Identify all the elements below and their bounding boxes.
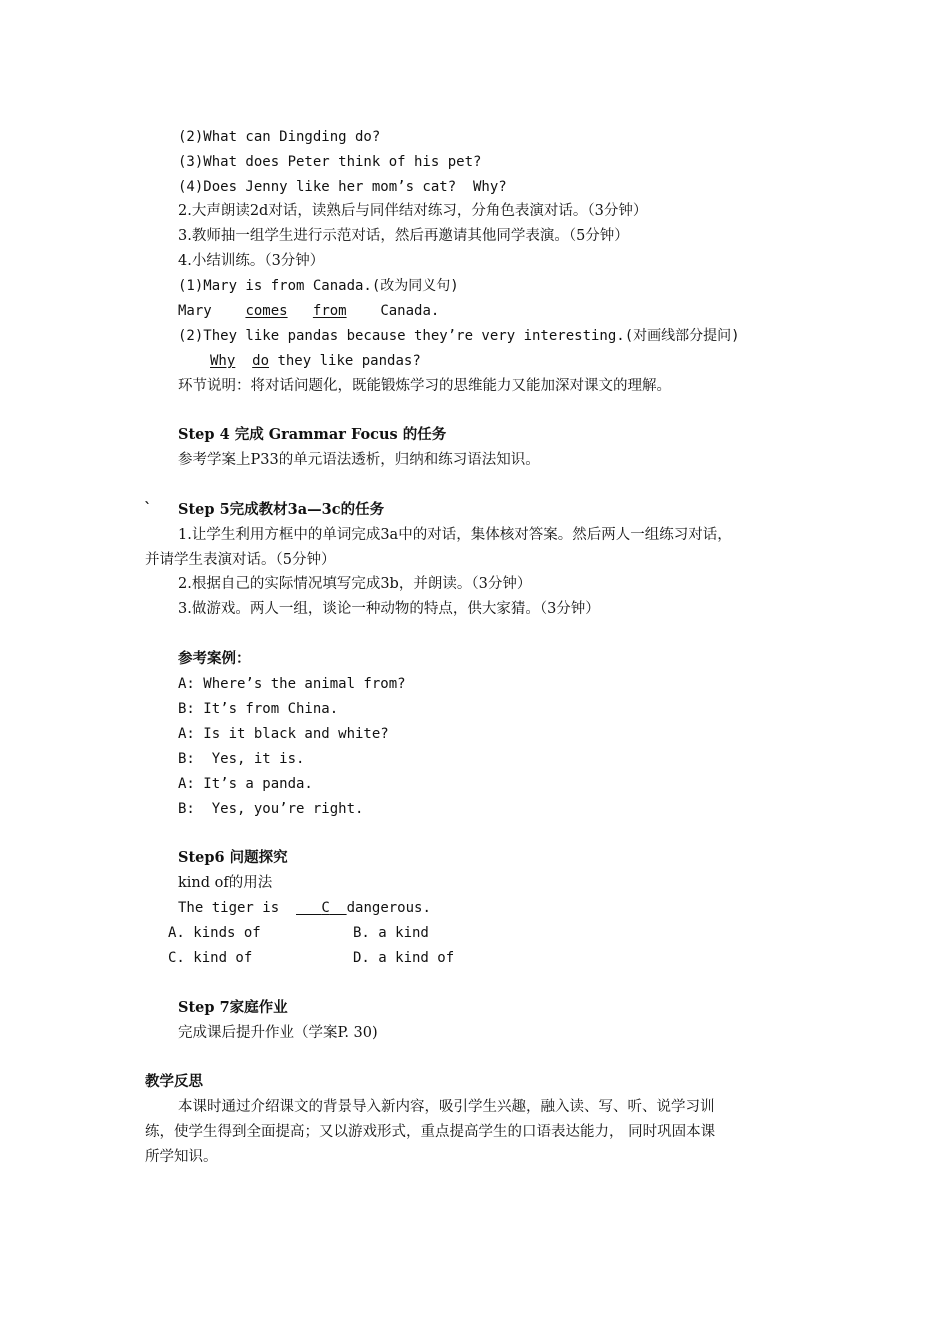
step6-question (178, 898, 431, 918)
option-c: C. kind of (168, 950, 253, 966)
step5-item-3: 3.做游戏。两人一组，谈论一种动物的特点，供大家猜。（3分钟） (178, 601, 600, 617)
step6-heading: Step6 问题探究 (178, 849, 288, 866)
exercise-1-answer (178, 301, 439, 321)
step5-heading: Step 5完成教材3a—3c的任务 (178, 501, 385, 518)
step7-heading: Step 7家庭作业 (178, 999, 288, 1016)
step5-item-1a: 1.让学生利用方框中的单词完成3a中的对话，集体核对答案。然后两人一组练习对话， (178, 527, 732, 543)
exercise-1: (1)Mary is from Canada.(改为同义句) (178, 278, 459, 294)
step3-note: 环节说明：将对话问题化，既能锻炼学习的思维能力又能加深对课文的理解。 (178, 378, 671, 394)
answer-blank-2: from (312, 303, 347, 319)
step4-heading: Step 4 完成 Grammar Focus 的任务 (178, 426, 447, 443)
answer-blank-2: do (252, 353, 270, 369)
step5-marker: ` (144, 500, 152, 517)
exercise-2: (2)They like pandas because they’re very interesting.(对画线部分提问) (178, 328, 740, 344)
example-line: B: Yes, you’re right. (178, 801, 364, 817)
example-line: A: Where’s the animal from? (178, 676, 406, 692)
answer-blank: C (321, 900, 330, 916)
step6-subtitle: kind of的用法 (178, 875, 273, 891)
example-line: B: Yes, it is. (178, 751, 305, 767)
step4-text: 参考学案上P33的单元语法透析，归纳和练习语法知识。 (178, 452, 540, 468)
question-suffix: dangerous. (346, 900, 431, 916)
step5-item-2: 2.根据自己的实际情况填写完成3b，并朗读。（3分钟） (178, 576, 532, 592)
example-line: A: Is it black and white? (178, 726, 389, 742)
reflection-line-1: 本课时通过介绍课文的背景导入新内容，吸引学生兴趣，融入读、写、听、说学习训 (178, 1099, 715, 1115)
reflection-line-2: 练，使学生得到全面提高；又以游戏形式，重点提高学生的口语表达能力， 同时巩固本课 (145, 1124, 716, 1140)
question-4: (4)Does Jenny like her mom’s cat? Why? (178, 179, 507, 195)
question-3: (3)What does Peter think of his pet? (178, 154, 482, 170)
answer-suffix: Canada. (380, 303, 440, 319)
answer-prefix: Mary (178, 303, 212, 319)
reflection-line-3: 所学知识。 (145, 1149, 218, 1165)
step5-item-1b: 并请学生表演对话。（5分钟） (145, 552, 336, 568)
answer-suffix: they like pandas? (277, 353, 421, 369)
answer-blank-1: comes (245, 303, 288, 319)
step7-text: 完成课后提升作业（学案P. 30) (178, 1025, 378, 1041)
example-line: A: It’s a panda. (178, 776, 313, 792)
example-heading: 参考案例： (178, 650, 251, 667)
option-a: A. kinds of (168, 925, 261, 941)
option-d: D. a kind of (353, 950, 455, 966)
step3-item-2: 2.大声朗读2d对话，读熟后与同伴结对练习，分角色表演对话。（3分钟） (178, 203, 648, 219)
option-b: B. a kind (353, 925, 429, 941)
step3-item-4: 4.小结训练。（3分钟） (178, 253, 325, 269)
step3-item-3: 3.教师抽一组学生进行示范对话，然后再邀请其他同学表演。（5分钟） (178, 228, 629, 244)
question-prefix: The tiger is (178, 900, 280, 916)
question-2: (2)What can Dingding do? (178, 129, 381, 145)
reflection-heading: 教学反思 (145, 1073, 203, 1090)
exercise-2-answer (210, 351, 421, 371)
answer-blank-1: Why (210, 353, 236, 369)
example-line: B: It’s from China. (178, 701, 339, 717)
